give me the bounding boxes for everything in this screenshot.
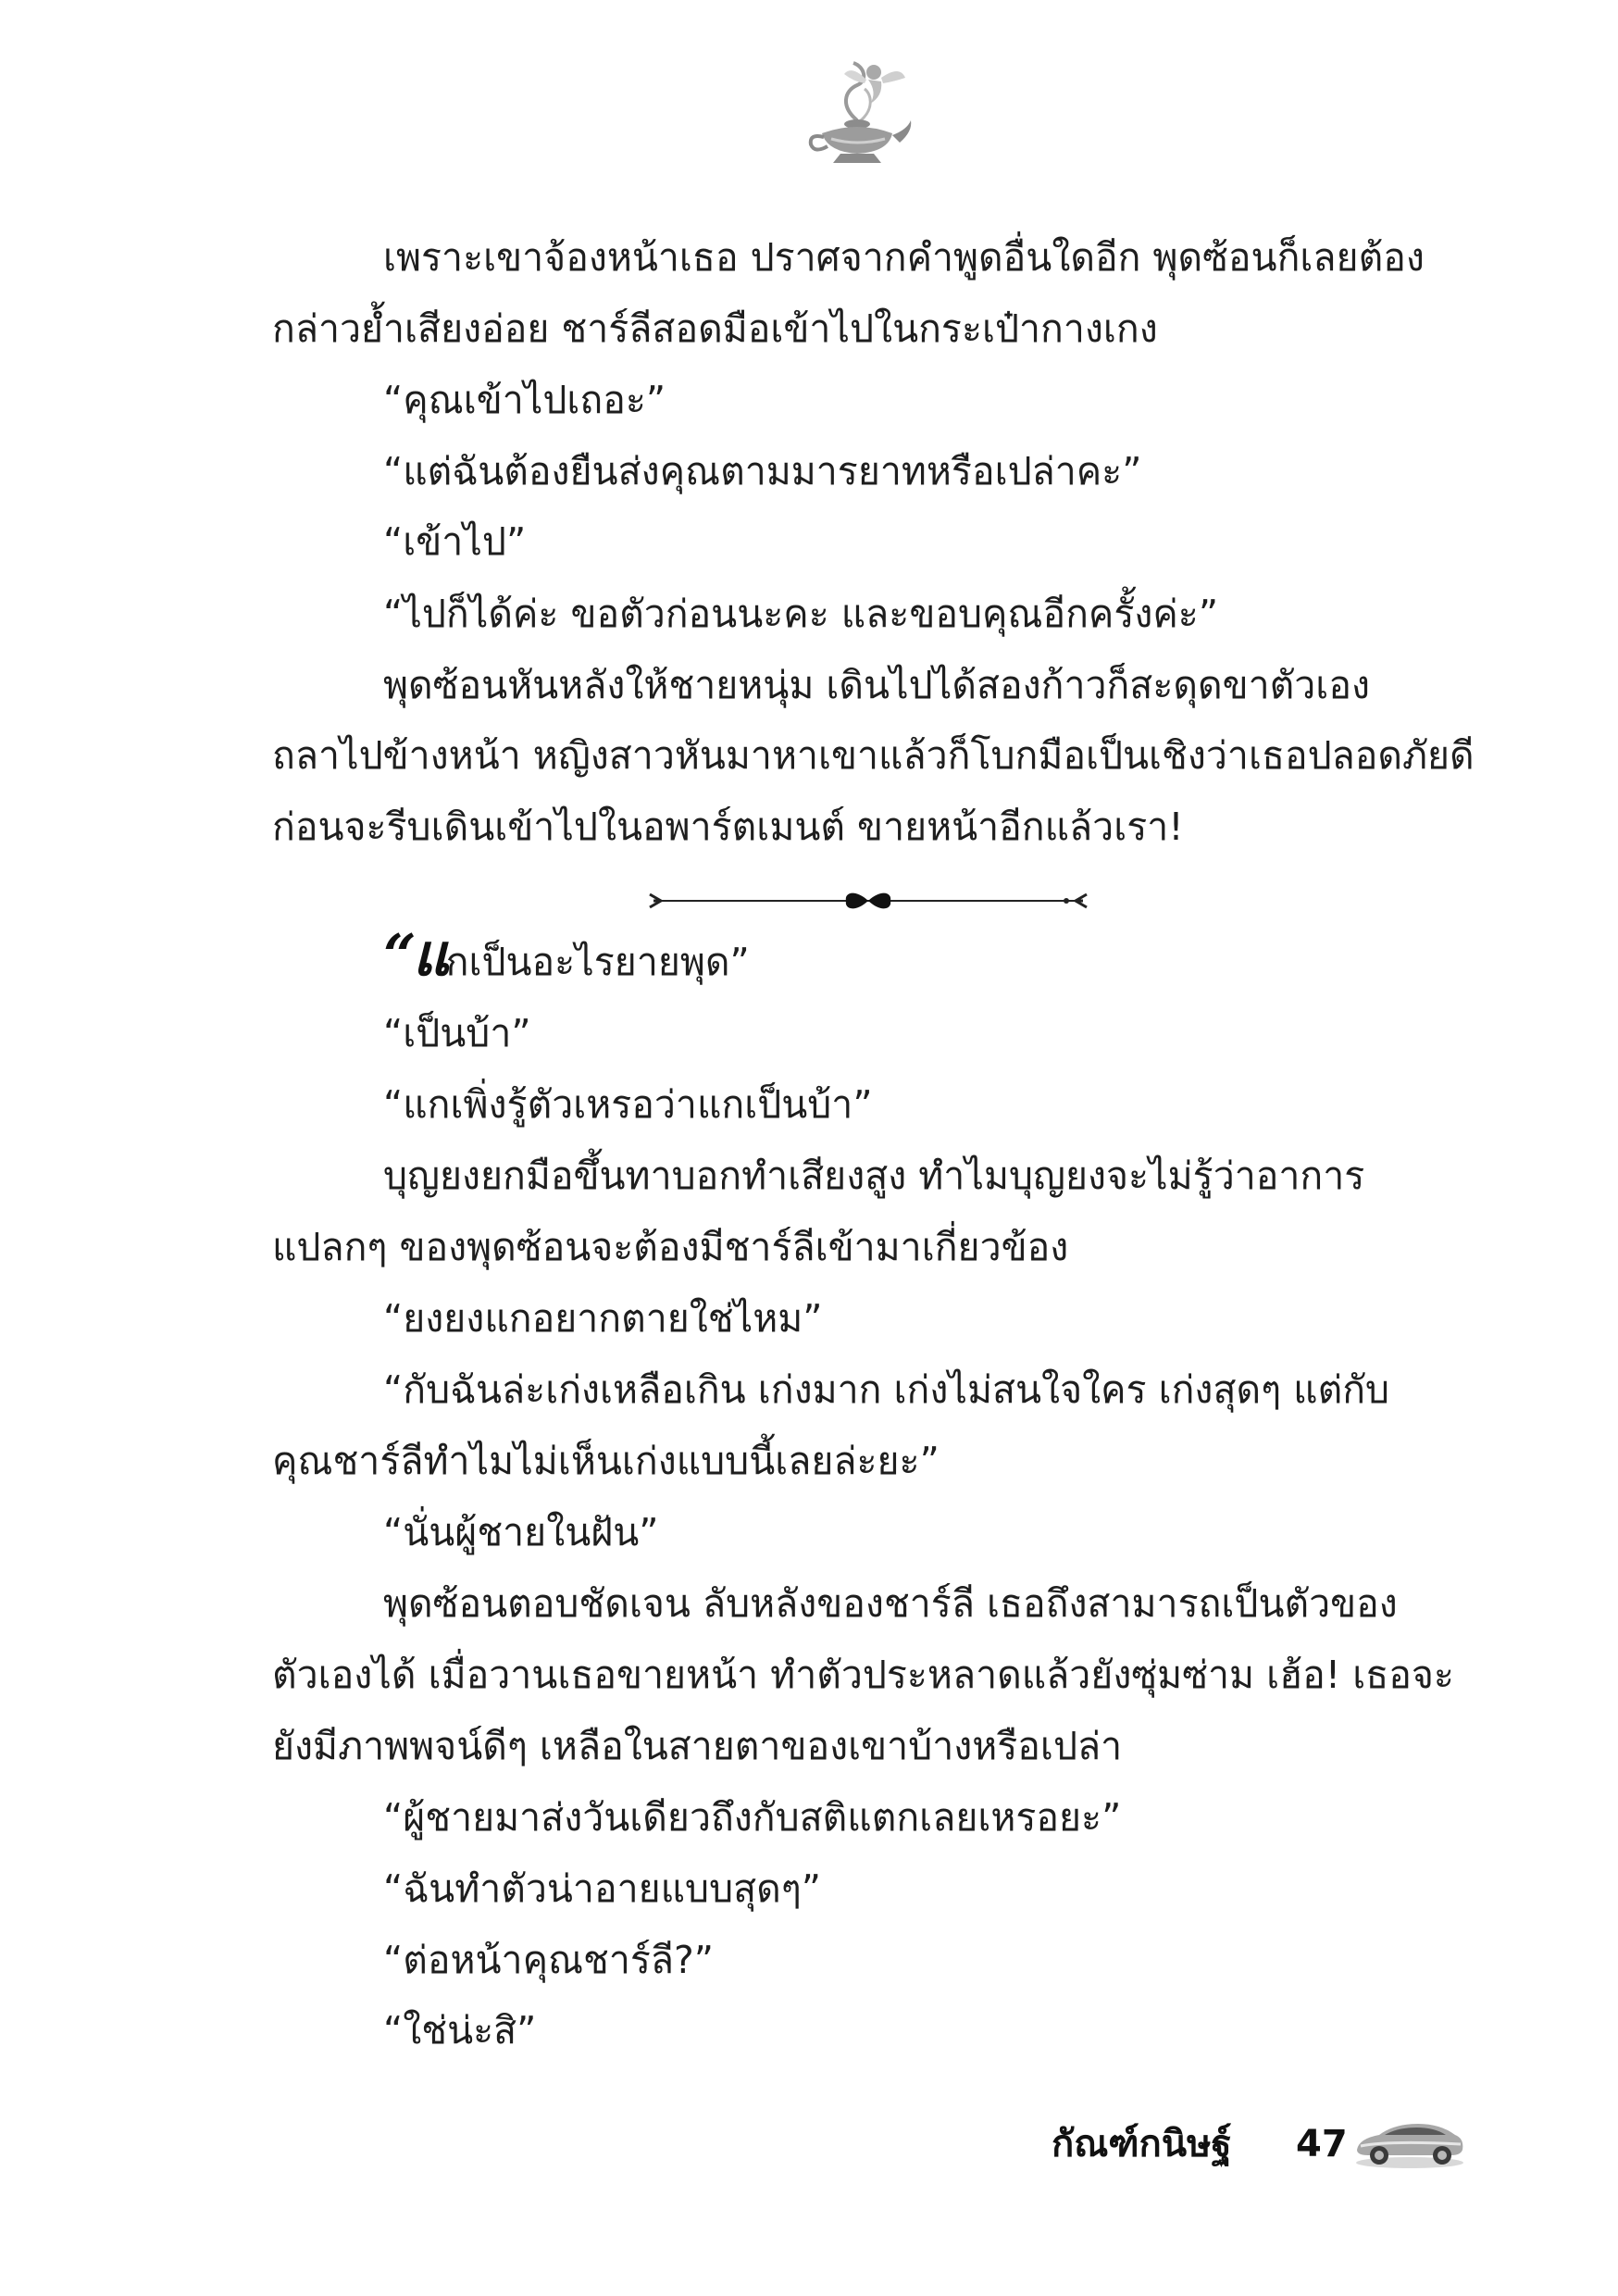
- paragraph-line: ถลาไปข้างหน้า หญิงสาวหันมาหาเขาแล้วก็โบกมือเป็นเชิงว่าเธอปลอดภัยดี: [272, 733, 1475, 778]
- dialogue-line: “ฉันทำตัวน่าอายแบบสุดๆ”: [383, 1866, 822, 1911]
- dialogue-line: “ยงยงแกอยากตายใช่ไหม”: [383, 1296, 823, 1341]
- paragraph-line: ตัวเองได้ เมื่อวานเธอขายหน้า ทำตัวประหลาดแล้วยังซุ่มซ่าม เฮ้อ! เธอจะ: [272, 1653, 1454, 1697]
- dialogue-line: “ต่อหน้าคุณชาร์ลี?”: [383, 1938, 715, 1982]
- dialogue-line: “เป็นบ้า”: [383, 1011, 531, 1055]
- paragraph-line: ก่อนจะรีบเดินเข้าไปในอพาร์ตเมนต์ ขายหน้าอีกแล้วเรา!: [272, 805, 1184, 849]
- paragraph-line: พุดซ้อนตอบชัดเจน ลับหลังของชาร์ลี เธอถึงสามารถเป็นตัวของ: [383, 1581, 1398, 1626]
- chapter-opening-line: [383, 921, 750, 989]
- dialogue-line: “นั่นผู้ชายในฝัน”: [383, 1510, 659, 1554]
- dialogue-line: “คุณเข้าไปเถอะ”: [383, 378, 666, 422]
- paragraph-line: บุญยงยกมือขึ้นทาบอกทำเสียงสูง ทำไมบุญยงจะไม่รู้ว่าอาการ: [383, 1154, 1365, 1198]
- paragraph-line: พุดซ้อนหันหลังให้ชายหนุ่ม เดินไปได้สองก้าวก็สะดุดขาตัวเอง: [383, 663, 1370, 707]
- dialogue-text: กเป็นอะไรยายพุด”: [445, 940, 750, 984]
- sports-car-icon: [1351, 2107, 1468, 2172]
- dialogue-line: “ผู้ชายมาส่งวันเดียวถึงกับสติแตกเลยเหรอยะ”: [383, 1795, 1122, 1840]
- book-title: กัณฑ์กนิษฐ์: [1052, 2123, 1232, 2165]
- dialogue-line: “ใช่น่ะสิ”: [383, 2008, 537, 2053]
- scene-break-divider-icon: [648, 887, 1089, 915]
- drop-cap: “แ: [383, 921, 446, 989]
- dialogue-line: คุณชาร์ลีทำไมไม่เห็นเก่งแบบนี้เลยล่ะยะ”: [272, 1439, 940, 1483]
- paragraph-line: กล่าวย้ำเสียงอ่อย ชาร์ลีสอดมือเข้าไปในกระเป๋ากางเกง: [272, 306, 1158, 351]
- paragraph-line: ยังมีภาพพจน์ดีๆ เหลือในสายตาของเขาบ้างหรือเปล่า: [272, 1724, 1123, 1768]
- teapot-ornament-icon: [803, 56, 915, 171]
- dialogue-line: “กับฉันล่ะเก่งเหลือเกิน เก่งมาก เก่งไม่สนใจใคร เก่งสุดๆ แต่กับ: [383, 1367, 1390, 1412]
- paragraph-line: แปลกๆ ของพุดซ้อนจะต้องมีชาร์ลีเข้ามาเกี่ยวข้อง: [272, 1225, 1069, 1269]
- dialogue-line: “แกเพิ่งรู้ตัวเหรอว่าแกเป็นบ้า”: [383, 1082, 873, 1127]
- paragraph-line: เพราะเขาจ้องหน้าเธอ ปราศจากคำพูดอื่นใดอีก พุดซ้อนก็เลยต้อง: [383, 235, 1425, 280]
- page-number: 47: [1296, 2123, 1348, 2165]
- dialogue-line: “เข้าไป”: [383, 519, 527, 564]
- dialogue-line: “แต่ฉันต้องยืนส่งคุณตามมารยาทหรือเปล่าคะ”: [383, 449, 1142, 493]
- dialogue-line: “ไปก็ได้ค่ะ ขอตัวก่อนนะคะ และขอบคุณอีกครั้งค่ะ”: [383, 592, 1219, 636]
